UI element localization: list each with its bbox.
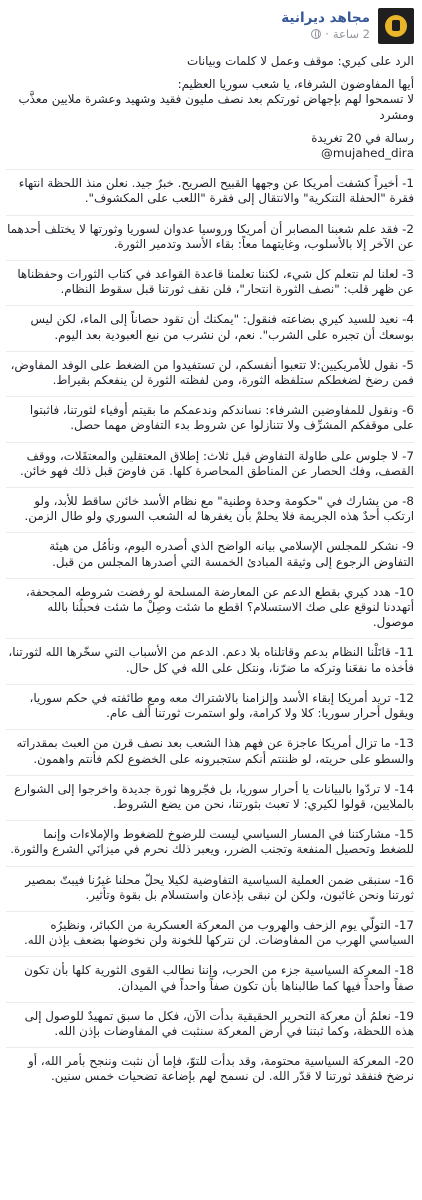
- avatar-logo-icon: [385, 15, 407, 37]
- tweet-item: 12- تريد أمريكا إبقاء الأسد وإلزامنا بالاشتراك معه ومع طائفته في حكم سوريا، ويقول أحرار سوريا: كلا ولا كرامة، ولو استمرت ثورتنا ألف عام.: [29, 690, 414, 721]
- message-label: رسالة في 20 تغريدة: [311, 130, 414, 145]
- post-timestamp[interactable]: 2 ساعة: [332, 27, 370, 42]
- post-title: الرد على كيري: موقف وعمل لا كلمات وبيانات: [187, 54, 414, 68]
- tweet-item: 7- لا جلوس على طاولة التفاوض قبل ثلاث: إطلاق المعتقلين والمعتقَلات، ووقف القصف، وفك الحصار عن المناطق المحاصرة كلها. مَن فاوضَ قبل ذلك فهو خائن.: [20, 448, 414, 478]
- plea-line: لا تسمحوا لهم بإجهاض ثورتكم بعد نصف مليون فقيد وشهيد وعشرة ملايين معذَّب ومشرد: [18, 92, 414, 122]
- tweet-item: 1- أخيراً كشفت أمريكا عن وجهها القبيح الصريح. خبرٌ جيد. نعلن منذ اللحظة انتهاء فقرة "الحفلة التنكرية" والانتقال إلى فقرة "اللعب على المكشوف".: [18, 176, 414, 206]
- item-divider: [6, 396, 414, 397]
- item-divider: [6, 729, 414, 730]
- item-divider: [6, 487, 414, 488]
- globe-icon[interactable]: [311, 29, 321, 39]
- tweet-list: [6, 169, 414, 1084]
- item-divider: [6, 820, 414, 821]
- tweet-item: 19- نعلمُ أن معركة التحرير الحقيقية بدأت الآن، فكل ما سبق تمهيدٌ للوصول إلى هذه اللحظة، وكما ثبتنا في أرض المعركة سنثبت في المفاوضات بإذن الله.: [24, 1008, 414, 1038]
- item-divider: [6, 1002, 414, 1003]
- tweet-item: 16- سنبقى ضمن العملية السياسية التفاوضية لكيلا يحلّ محلنا غيرُنا فيبتّ بمصير ثورتنا ونحن غائبون، ولكن لن نبقى بإذعان واستسلام بل بقوة وتأثير.: [25, 872, 414, 902]
- tweet-item: 18- المعركة السياسية جزء من الحرب، وإننا نطالب القوى الثورية كلها بأن تكون صفاً واحداً فيها كما طالبناها بأن تكون صفاً واحداً في الميدان.: [24, 963, 414, 993]
- item-divider: [6, 305, 414, 306]
- tweet-item: 11- قاتَلْنا النظام بدعم وقاتلناه بلا دعم. الدعم من الأسباب التي سخّرها الله لثورتنا، فأخذه ما نفعَنا وتركه ما ضرّنا، ونتكل على الله في كل حال.: [8, 645, 414, 675]
- tweet-item: 6- ونقول للمفاوضين الشرفاء: نساندكم وندعمكم ما بقيتم أوفياء لثورتنا، فاثبتوا على موقفكم المشرِّف ولا تتنازلوا عن شروط بدء التفاوض مهما حصل.: [29, 403, 414, 433]
- item-divider: [6, 1047, 414, 1048]
- greeting-line: أيها المفاوضون الشرفاء، يا شعب سوريا العظيم:: [177, 77, 414, 92]
- tweet-item: 2- فقد علم شعبنا المصابر أن أمريكا وروسيا عدوان لسوريا وثورتها لا يختلف أحدهما عن الآخر إلا بالأسلوب، وغايتهما معاً: بقاء الأسد وتدمير الثورة.: [7, 221, 414, 251]
- item-divider: [6, 775, 414, 776]
- author-handle[interactable]: @mujahed_dira: [321, 146, 414, 161]
- post-header-text: [281, 10, 370, 41]
- item-divider: [6, 532, 414, 533]
- item-divider: [6, 866, 414, 867]
- tweet-item: 17- التولّي يوم الزحف والهروب من المعركة العسكرية من الكبائر، ونظيرُه السياسي الهرب من المفاوضات. لن نتركها للخونة ولن نخوضها بضعف بإذن الله.: [24, 917, 414, 948]
- author-name[interactable]: مجاهد ديرانية: [281, 10, 370, 27]
- tweet-item: 15- مشاركتنا في المسار السياسي ليست للرضوخ للضغوط والإملاءات وإنما للضغط وتحصيل المنفعة وتجنب الضرر، ويعبر ذلك نحرم في ميزانَي الشرع والثورة.: [10, 827, 414, 857]
- item-divider: [6, 169, 414, 170]
- tweet-item: 14- لا تردّوا بالبيانات يا أحرار سوريا، بل فجّروها ثورة جديدة واخرجوا إلى الشوارع بالملايين، قولوا لكيري: لا تعبث بثورتنا، نحن من يضع الشروط.: [14, 781, 414, 811]
- post-greeting: [6, 77, 414, 123]
- tweet-item: 3- لعلنا لم نتعلم كل شيء، لكننا تعلمنا قاعدة القواعد في كتاب الثورات وحفظناها عن ظهر قلب: "نصف الثورة انتحار"، فلن نقف ثورتنا قبل سقوط النظام.: [17, 267, 414, 297]
- post-body: [0, 54, 422, 1085]
- item-divider: [6, 911, 414, 912]
- tweet-item: 5- نقول للأمريكيين:لا تتعبوا أنفسكم، لن تستفيدوا من الضغط على الوفد المفاوض، فمن رضخ لضغطكم ستلفظه الثورة، ومن لفظته الثورة لن ينفعكم بقيراط.: [10, 357, 414, 388]
- tweet-item: 8- من يشارك في "حكومة وحدة وطنية" مع نظام الأسد خائن ساقط للأبد، ولو ارتكب أحدٌ هذه الجريمة فلا يحلمْ بأن يغفرها له الشعب السوري ولو طال الزمن.: [24, 494, 414, 524]
- tweet-item: 10- هدد كيري بقطع الدعم عن المعارضة المسلحة لو رفضت شروطه المجحفة، أتهددنا لنوقع على صك الاستسلام؟ اقطع ما شئت وصِلْ ما شئت فحبلُنا بالله موصول.: [25, 584, 414, 630]
- item-divider: [6, 351, 414, 352]
- item-divider: [6, 260, 414, 261]
- post-header: [0, 0, 422, 48]
- tweet-item: 4- نعيد للسيد كيري بضاعته فنقول: "يمكنك أن تقود حصاناً إلى الماء، لكن ليس بوسعك أن تجبره على الشرب". نعم، لن نشرب من نبع العبودية بعد اليوم.: [30, 312, 414, 342]
- meta-separator: ·: [325, 27, 329, 42]
- item-divider: [6, 578, 414, 579]
- tweet-item: 20- المعركة السياسية محتومة، وقد بدأت للتوّ، فإما أن نثبت وننجح بأمر الله، أو نرضخ فنفقد ثورتنا لا قدّر الله. لن نسمح لهم بإضاعة تضحيات خمس سنين.: [27, 1054, 414, 1084]
- post-meta: [281, 27, 370, 41]
- author-avatar[interactable]: [378, 8, 414, 44]
- tweet-item: 13- ما تزال أمريكا عاجزة عن فهم هذا الشعب بعد نصف قرن من العبث بمقدراته والسطو على حريته، لو ظننتم أنكم ستجبرونه على الخضوع لكم فأنتم واهمون.: [16, 736, 414, 766]
- item-divider: [6, 442, 414, 443]
- item-divider: [6, 215, 414, 216]
- item-divider: [6, 956, 414, 957]
- item-divider: [6, 638, 414, 639]
- item-divider: [6, 684, 414, 685]
- tweet-item: 9- نشكر للمجلس الإسلامي بيانه الواضح الذي أصدره اليوم، ونأمُل من هيئة التفاوض الرجوع إلى وثيقة المبادئ الخمسة التي أصدرها المجلس من قبل.: [49, 539, 414, 569]
